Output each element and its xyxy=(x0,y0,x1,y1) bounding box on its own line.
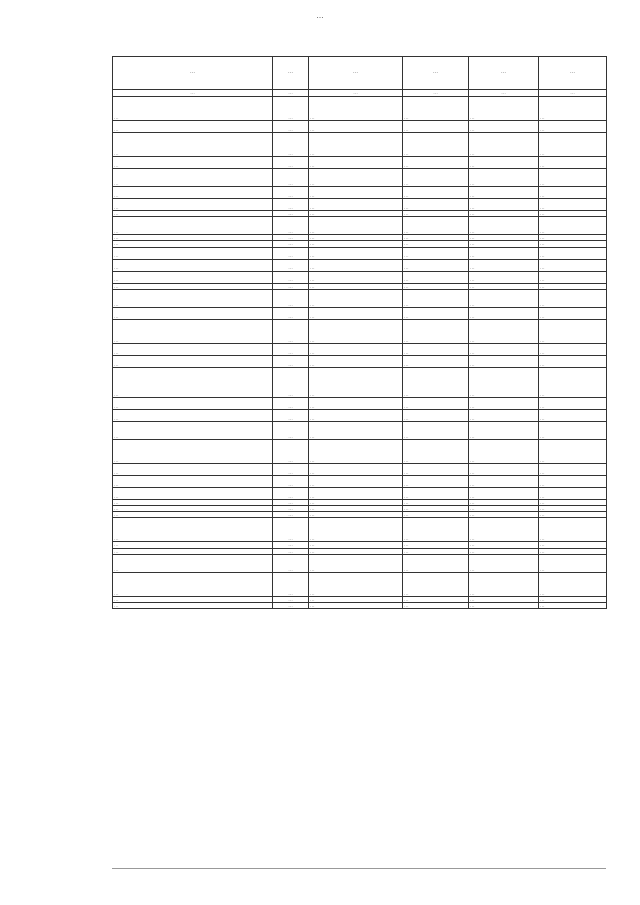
row-unexecuted-cell: … xyxy=(539,241,607,247)
row-name-cell: … xyxy=(113,217,273,235)
row-executed-cell: … xyxy=(469,319,539,343)
row-code-cell: … xyxy=(273,307,309,319)
table-row xyxy=(113,518,607,542)
row-executed-cell: … xyxy=(469,199,539,211)
row-code-cell: … xyxy=(273,475,309,487)
row-code-cell: … xyxy=(273,169,309,187)
row-executed-cell: … xyxy=(469,367,539,397)
row-unexecuted-cell: … xyxy=(539,259,607,271)
row-budget-code-cell: … xyxy=(309,542,403,548)
table-row xyxy=(113,133,607,157)
row-name-cell: … xyxy=(113,241,273,247)
row-name-cell: … xyxy=(113,572,273,596)
row-budget-code-cell: … xyxy=(309,512,403,518)
row-budget-code-cell: … xyxy=(309,475,403,487)
row-approved-cell: … xyxy=(403,247,469,259)
row-executed-cell: … xyxy=(469,307,539,319)
row-budget-code-cell: … xyxy=(309,506,403,512)
row-unexecuted-cell: … xyxy=(539,421,607,439)
row-unexecuted-cell: … xyxy=(539,211,607,217)
row-code-cell: … xyxy=(273,518,309,542)
header-budget-code: … xyxy=(309,57,403,90)
row-name-cell: … xyxy=(113,409,273,421)
row-unexecuted-cell: … xyxy=(539,235,607,241)
footer-divider xyxy=(112,868,606,869)
row-name-cell: … xyxy=(113,548,273,554)
table-row xyxy=(113,355,607,367)
row-code-cell: … xyxy=(273,397,309,409)
row-code-cell: … xyxy=(273,554,309,572)
row-name-cell: … xyxy=(113,475,273,487)
row-unexecuted-cell: … xyxy=(539,169,607,187)
row-executed-cell: … xyxy=(469,603,539,609)
row-name-cell: … xyxy=(113,421,273,439)
row-budget-code-cell: … xyxy=(309,307,403,319)
table-row xyxy=(113,319,607,343)
row-name-cell: … xyxy=(113,271,273,283)
row-budget-code-cell: … xyxy=(309,409,403,421)
row-approved-cell: … xyxy=(403,271,469,283)
row-budget-code-cell: … xyxy=(309,121,403,133)
table-row xyxy=(113,97,607,121)
row-name-cell: … xyxy=(113,439,273,463)
table-row xyxy=(113,247,607,259)
table-row xyxy=(113,259,607,271)
table-row xyxy=(113,487,607,499)
row-executed-cell: … xyxy=(469,487,539,499)
row-executed-cell: … xyxy=(469,121,539,133)
table-row xyxy=(113,187,607,199)
row-code-cell: … xyxy=(273,259,309,271)
row-executed-cell: … xyxy=(469,397,539,409)
table-row xyxy=(113,307,607,319)
table-row xyxy=(113,463,607,475)
row-budget-code-cell: … xyxy=(309,133,403,157)
column-number: … xyxy=(309,90,403,97)
row-approved-cell: … xyxy=(403,367,469,397)
row-executed-cell: … xyxy=(469,235,539,241)
row-executed-cell: … xyxy=(469,355,539,367)
row-code-cell: … xyxy=(273,596,309,602)
row-name-cell: … xyxy=(113,121,273,133)
row-approved-cell: … xyxy=(403,572,469,596)
row-approved-cell: … xyxy=(403,97,469,121)
row-unexecuted-cell: … xyxy=(539,355,607,367)
row-name-cell: … xyxy=(113,307,273,319)
row-approved-cell: … xyxy=(403,355,469,367)
row-unexecuted-cell: … xyxy=(539,247,607,259)
row-unexecuted-cell: … xyxy=(539,97,607,121)
row-name-cell: … xyxy=(113,397,273,409)
column-number: … xyxy=(469,90,539,97)
row-budget-code-cell: … xyxy=(309,187,403,199)
row-unexecuted-cell: … xyxy=(539,506,607,512)
row-executed-cell: … xyxy=(469,217,539,235)
row-executed-cell: … xyxy=(469,97,539,121)
row-unexecuted-cell: … xyxy=(539,343,607,355)
table-row xyxy=(113,199,607,211)
row-unexecuted-cell: … xyxy=(539,548,607,554)
row-approved-cell: … xyxy=(403,548,469,554)
table-row xyxy=(113,121,607,133)
row-budget-code-cell: … xyxy=(309,319,403,343)
row-name-cell: … xyxy=(113,512,273,518)
row-approved-cell: … xyxy=(403,512,469,518)
row-code-cell: … xyxy=(273,121,309,133)
row-executed-cell: … xyxy=(469,518,539,542)
row-unexecuted-cell: … xyxy=(539,121,607,133)
header-row xyxy=(113,57,607,90)
column-number-row xyxy=(113,90,607,97)
row-code-cell: … xyxy=(273,367,309,397)
row-name-cell: … xyxy=(113,283,273,289)
row-approved-cell: … xyxy=(403,499,469,505)
row-budget-code-cell: … xyxy=(309,439,403,463)
row-budget-code-cell: … xyxy=(309,97,403,121)
table-row xyxy=(113,421,607,439)
row-name-cell: … xyxy=(113,463,273,475)
row-budget-code-cell: … xyxy=(309,355,403,367)
row-executed-cell: … xyxy=(469,241,539,247)
row-code-cell: … xyxy=(273,235,309,241)
row-executed-cell: … xyxy=(469,512,539,518)
row-executed-cell: … xyxy=(469,133,539,157)
table-row xyxy=(113,367,607,397)
row-approved-cell: … xyxy=(403,463,469,475)
row-executed-cell: … xyxy=(469,548,539,554)
row-name-cell: … xyxy=(113,235,273,241)
row-approved-cell: … xyxy=(403,439,469,463)
row-name-cell: … xyxy=(113,367,273,397)
row-approved-cell: … xyxy=(403,241,469,247)
row-executed-cell: … xyxy=(469,157,539,169)
row-budget-code-cell: … xyxy=(309,343,403,355)
row-name-cell: … xyxy=(113,187,273,199)
table-row xyxy=(113,289,607,307)
row-executed-cell: … xyxy=(469,259,539,271)
row-approved-cell: … xyxy=(403,307,469,319)
row-name-cell: … xyxy=(113,259,273,271)
row-name-cell: … xyxy=(113,487,273,499)
table-row xyxy=(113,439,607,463)
row-name-cell: … xyxy=(113,542,273,548)
row-executed-cell: … xyxy=(469,247,539,259)
row-name-cell: … xyxy=(113,603,273,609)
table-row xyxy=(113,572,607,596)
row-unexecuted-cell: … xyxy=(539,157,607,169)
row-code-cell: … xyxy=(273,603,309,609)
table-row xyxy=(113,603,607,609)
row-unexecuted-cell: … xyxy=(539,542,607,548)
row-executed-cell: … xyxy=(469,554,539,572)
row-unexecuted-cell: … xyxy=(539,217,607,235)
row-code-cell: … xyxy=(273,542,309,548)
row-code-cell: … xyxy=(273,97,309,121)
row-budget-code-cell: … xyxy=(309,259,403,271)
row-budget-code-cell: … xyxy=(309,289,403,307)
row-code-cell: … xyxy=(273,463,309,475)
row-budget-code-cell: … xyxy=(309,603,403,609)
row-executed-cell: … xyxy=(469,475,539,487)
table-row xyxy=(113,409,607,421)
row-budget-code-cell: … xyxy=(309,596,403,602)
row-budget-code-cell: … xyxy=(309,572,403,596)
row-name-cell: … xyxy=(113,169,273,187)
table-row xyxy=(113,157,607,169)
table-row xyxy=(113,217,607,235)
header-unexecuted: … xyxy=(539,57,607,90)
row-budget-code-cell: … xyxy=(309,169,403,187)
row-approved-cell: … xyxy=(403,603,469,609)
row-approved-cell: … xyxy=(403,554,469,572)
row-name-cell: … xyxy=(113,289,273,307)
table-row xyxy=(113,169,607,187)
row-budget-code-cell: … xyxy=(309,211,403,217)
row-unexecuted-cell: … xyxy=(539,397,607,409)
row-name-cell: … xyxy=(113,554,273,572)
row-approved-cell: … xyxy=(403,475,469,487)
row-budget-code-cell: … xyxy=(309,499,403,505)
row-budget-code-cell: … xyxy=(309,271,403,283)
table-row xyxy=(113,475,607,487)
row-code-cell: … xyxy=(273,217,309,235)
table-row xyxy=(113,397,607,409)
row-code-cell: … xyxy=(273,211,309,217)
row-unexecuted-cell: … xyxy=(539,475,607,487)
row-approved-cell: … xyxy=(403,199,469,211)
row-unexecuted-cell: … xyxy=(539,367,607,397)
row-approved-cell: … xyxy=(403,211,469,217)
report-body xyxy=(113,97,607,609)
row-code-cell: … xyxy=(273,133,309,157)
row-code-cell: … xyxy=(273,157,309,169)
row-code-cell: … xyxy=(273,283,309,289)
row-name-cell: … xyxy=(113,596,273,602)
header-line-code: … xyxy=(273,57,309,90)
row-executed-cell: … xyxy=(469,542,539,548)
column-number: … xyxy=(539,90,607,97)
row-code-cell: … xyxy=(273,572,309,596)
row-unexecuted-cell: … xyxy=(539,319,607,343)
row-unexecuted-cell: … xyxy=(539,487,607,499)
row-code-cell: … xyxy=(273,487,309,499)
row-code-cell: … xyxy=(273,319,309,343)
row-executed-cell: … xyxy=(469,289,539,307)
row-code-cell: … xyxy=(273,199,309,211)
row-code-cell: … xyxy=(273,343,309,355)
row-code-cell: … xyxy=(273,247,309,259)
row-executed-cell: … xyxy=(469,596,539,602)
row-unexecuted-cell: … xyxy=(539,409,607,421)
row-name-cell: … xyxy=(113,499,273,505)
row-name-cell: … xyxy=(113,133,273,157)
row-budget-code-cell: … xyxy=(309,518,403,542)
row-executed-cell: … xyxy=(469,283,539,289)
row-executed-cell: … xyxy=(469,421,539,439)
row-unexecuted-cell: … xyxy=(539,283,607,289)
row-budget-code-cell: … xyxy=(309,487,403,499)
row-code-cell: … xyxy=(273,289,309,307)
row-budget-code-cell: … xyxy=(309,247,403,259)
row-approved-cell: … xyxy=(403,235,469,241)
header-indicator-name: … xyxy=(113,57,273,90)
row-approved-cell: … xyxy=(403,409,469,421)
row-budget-code-cell: … xyxy=(309,367,403,397)
row-code-cell: … xyxy=(273,512,309,518)
row-approved-cell: … xyxy=(403,487,469,499)
row-approved-cell: … xyxy=(403,542,469,548)
row-code-cell: … xyxy=(273,241,309,247)
row-unexecuted-cell: … xyxy=(539,439,607,463)
row-budget-code-cell: … xyxy=(309,241,403,247)
row-name-cell: … xyxy=(113,343,273,355)
row-approved-cell: … xyxy=(403,169,469,187)
row-unexecuted-cell: … xyxy=(539,271,607,283)
row-approved-cell: … xyxy=(403,283,469,289)
row-approved-cell: … xyxy=(403,187,469,199)
row-name-cell: … xyxy=(113,247,273,259)
row-approved-cell: … xyxy=(403,289,469,307)
column-number: … xyxy=(403,90,469,97)
row-approved-cell: … xyxy=(403,506,469,512)
row-unexecuted-cell: … xyxy=(539,596,607,602)
row-budget-code-cell: … xyxy=(309,421,403,439)
row-executed-cell: … xyxy=(469,506,539,512)
row-code-cell: … xyxy=(273,271,309,283)
row-unexecuted-cell: … xyxy=(539,603,607,609)
row-name-cell: … xyxy=(113,211,273,217)
row-budget-code-cell: … xyxy=(309,199,403,211)
row-executed-cell: … xyxy=(469,187,539,199)
row-approved-cell: … xyxy=(403,518,469,542)
row-executed-cell: … xyxy=(469,499,539,505)
row-approved-cell: … xyxy=(403,259,469,271)
row-executed-cell: … xyxy=(469,439,539,463)
row-unexecuted-cell: … xyxy=(539,554,607,572)
row-code-cell: … xyxy=(273,355,309,367)
row-approved-cell: … xyxy=(403,319,469,343)
row-name-cell: … xyxy=(113,97,273,121)
row-unexecuted-cell: … xyxy=(539,512,607,518)
row-unexecuted-cell: … xyxy=(539,133,607,157)
table-row xyxy=(113,554,607,572)
row-executed-cell: … xyxy=(469,463,539,475)
row-budget-code-cell: … xyxy=(309,554,403,572)
row-executed-cell: … xyxy=(469,271,539,283)
row-executed-cell: … xyxy=(469,343,539,355)
row-budget-code-cell: … xyxy=(309,283,403,289)
report-table xyxy=(112,56,607,609)
row-budget-code-cell: … xyxy=(309,397,403,409)
row-unexecuted-cell: … xyxy=(539,187,607,199)
row-code-cell: … xyxy=(273,409,309,421)
row-code-cell: … xyxy=(273,439,309,463)
row-code-cell: … xyxy=(273,499,309,505)
row-approved-cell: … xyxy=(403,343,469,355)
header-executed: … xyxy=(469,57,539,90)
row-unexecuted-cell: … xyxy=(539,463,607,475)
row-name-cell: … xyxy=(113,518,273,542)
row-unexecuted-cell: … xyxy=(539,289,607,307)
table-row xyxy=(113,271,607,283)
row-executed-cell: … xyxy=(469,169,539,187)
row-approved-cell: … xyxy=(403,157,469,169)
row-approved-cell: … xyxy=(403,217,469,235)
row-approved-cell: … xyxy=(403,121,469,133)
row-budget-code-cell: … xyxy=(309,463,403,475)
row-name-cell: … xyxy=(113,157,273,169)
row-code-cell: … xyxy=(273,421,309,439)
row-unexecuted-cell: … xyxy=(539,572,607,596)
column-number: … xyxy=(273,90,309,97)
row-budget-code-cell: … xyxy=(309,548,403,554)
row-code-cell: … xyxy=(273,548,309,554)
header-approved: … xyxy=(403,57,469,90)
row-approved-cell: … xyxy=(403,421,469,439)
row-code-cell: … xyxy=(273,187,309,199)
row-executed-cell: … xyxy=(469,572,539,596)
row-code-cell: … xyxy=(273,506,309,512)
row-approved-cell: … xyxy=(403,596,469,602)
row-executed-cell: … xyxy=(469,211,539,217)
row-unexecuted-cell: … xyxy=(539,199,607,211)
page-number: … xyxy=(316,12,324,20)
row-approved-cell: … xyxy=(403,133,469,157)
row-budget-code-cell: … xyxy=(309,235,403,241)
row-budget-code-cell: … xyxy=(309,157,403,169)
row-unexecuted-cell: … xyxy=(539,307,607,319)
row-name-cell: … xyxy=(113,319,273,343)
row-unexecuted-cell: … xyxy=(539,518,607,542)
row-unexecuted-cell: … xyxy=(539,499,607,505)
row-budget-code-cell: … xyxy=(309,217,403,235)
column-number: … xyxy=(113,90,273,97)
row-name-cell: … xyxy=(113,199,273,211)
table-row xyxy=(113,343,607,355)
row-name-cell: … xyxy=(113,506,273,512)
row-executed-cell: … xyxy=(469,409,539,421)
row-name-cell: … xyxy=(113,355,273,367)
row-approved-cell: … xyxy=(403,397,469,409)
